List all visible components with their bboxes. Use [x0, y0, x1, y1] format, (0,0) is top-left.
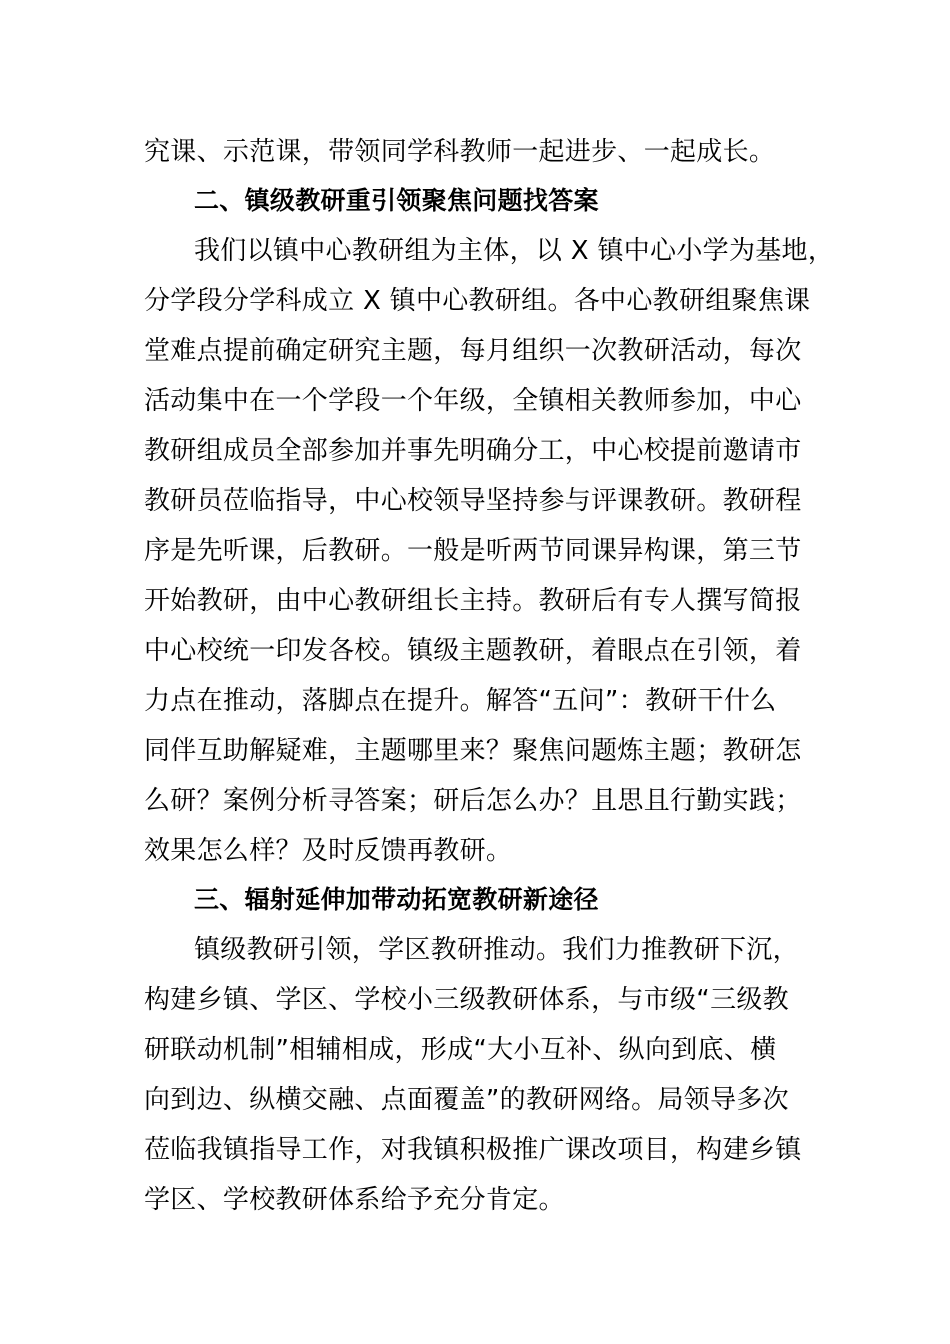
paragraph-line: 开始教研，由中心教研组长主持。教研后有专人撰写简报 — [144, 586, 802, 616]
paragraph-line: 我们以镇中心教研组为主体，以 X 镇中心小学为基地， — [194, 236, 835, 266]
paragraph-line: 莅临我镇指导工作，对我镇积极推广课改项目，构建乡镇 — [144, 1135, 802, 1165]
paragraph-line: 力点在推动，落脚点在提升。解答“五问”：教研干什么 — [144, 686, 777, 716]
paragraph-line: 同伴互助解疑难，主题哪里来？聚焦问题炼主题；教研怎 — [144, 736, 802, 766]
paragraph-line: 序是先听课，后教研。一般是听两节同课异构课，第三节 — [144, 536, 802, 566]
paragraph-line: 活动集中在一个学段一个年级，全镇相关教师参加，中心 — [144, 386, 802, 416]
paragraph-line: 究课、示范课，带领同学科教师一起进步、一起成长。 — [144, 137, 776, 167]
paragraph-line: 教研员莅临指导，中心校领导坚持参与评课教研。教研程 — [144, 486, 802, 516]
paragraph-line: 中心校统一印发各校。镇级主题教研，着眼点在引领，着 — [144, 636, 802, 666]
paragraph-line: 构建乡镇、学区、学校小三级教研体系，与市级“三级教 — [144, 985, 789, 1015]
section-heading-2: 二、镇级教研重引领聚焦问题找答案 — [194, 186, 599, 215]
paragraph-line: 效果怎么样？及时反馈再教研。 — [144, 836, 513, 866]
paragraph-line: 向到边、纵横交融、点面覆盖”的教研网络。局领导多次 — [144, 1085, 789, 1115]
paragraph-line: 研联动机制”相辅相成，形成“大小互补、纵向到底、横 — [144, 1035, 777, 1065]
paragraph-line: 镇级教研引领，学区教研推动。我们力推教研下沉， — [194, 935, 799, 965]
paragraph-line: 教研组成员全部参加并事先明确分工，中心校提前邀请市 — [144, 436, 802, 466]
paragraph-line: 么研？案例分析寻答案；研后怎么办？且思且行勤实践； — [144, 786, 802, 816]
section-heading-3: 三、辐射延伸加带动拓宽教研新途径 — [194, 885, 599, 914]
paragraph-line: 堂难点提前确定研究主题，每月组织一次教研活动，每次 — [144, 336, 802, 366]
paragraph-line: 学区、学校教研体系给予充分肯定。 — [144, 1185, 565, 1215]
paragraph-line: 分学段分学科成立 X 镇中心教研组。各中心教研组聚焦课 — [144, 286, 811, 316]
